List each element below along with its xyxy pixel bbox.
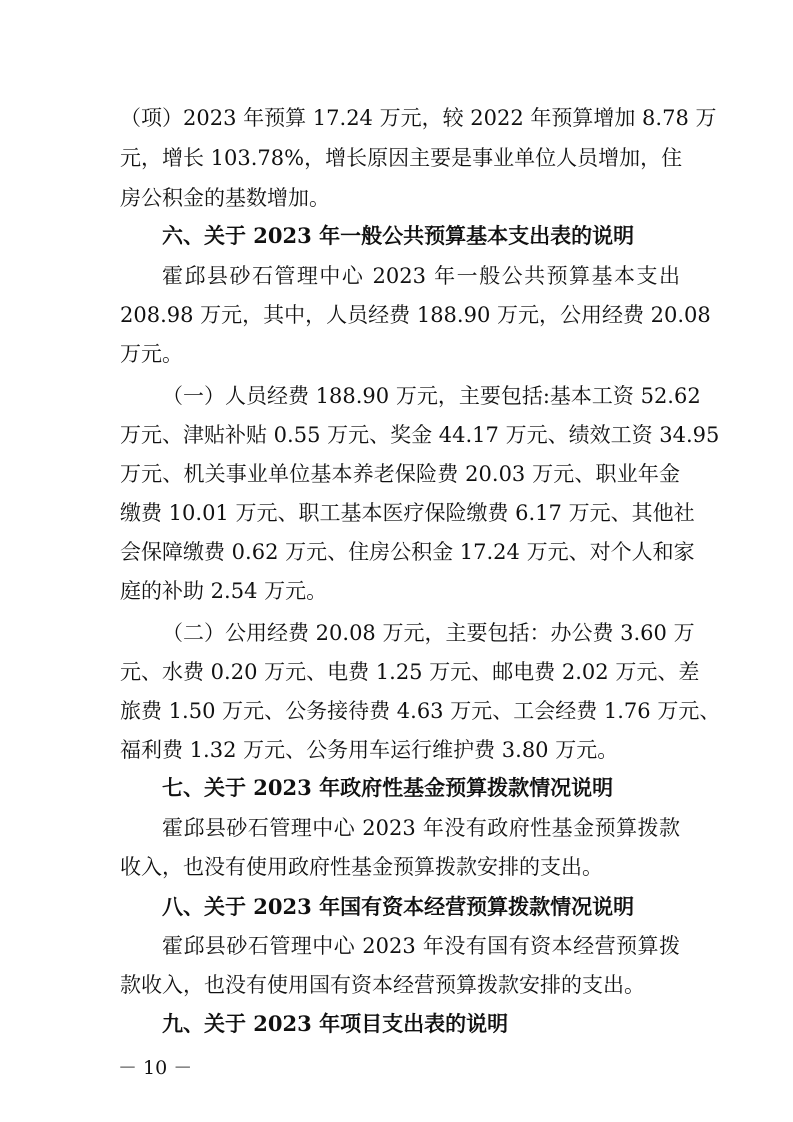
section-heading: 九、关于 2023 年项目支出表的说明 — [162, 1011, 509, 1036]
section-heading: 六、关于 2023 年一般公共预算基本支出表的说明 — [162, 223, 635, 248]
paragraph-line: 万元、津贴补贴 0.55 万元、奖金 44.17 万元、绩效工资 34.95 — [120, 423, 720, 447]
paragraph-line: 霍邱县砂石管理中心 2023 年没有国有资本经营预算拨 — [162, 934, 680, 958]
section-heading: 七、关于 2023 年政府性基金预算拨款情况说明 — [162, 775, 614, 800]
paragraph-line: 旅费 1.50 万元、公务接待费 4.63 万元、工会经费 1.76 万元、 — [120, 699, 721, 723]
paragraph-line: 缴费 10.01 万元、职工基本医疗保险缴费 6.17 万元、其他社 — [120, 501, 695, 525]
paragraph-line: 收入，也没有使用政府性基金预算拨款安排的支出。 — [120, 855, 603, 879]
paragraph-line: 会保障缴费 0.62 万元、住房公积金 17.24 万元、对个人和家 — [120, 540, 695, 564]
paragraph-line: （二）公用经费 20.08 万元，主要包括：办公费 3.60 万 — [162, 621, 695, 645]
paragraph-line: 庭的补助 2.54 万元。 — [120, 579, 328, 603]
paragraph-line: 霍邱县砂石管理中心 2023 年一般公共预算基本支出 — [162, 264, 680, 288]
paragraph-line: 房公积金的基数增加。 — [120, 186, 330, 210]
section-heading: 八、关于 2023 年国有资本经营预算拨款情况说明 — [162, 894, 635, 919]
paragraph-line: 元，增长 103.78%，增长原因主要是事业单位人员增加，住 — [120, 146, 683, 170]
paragraph-line: 万元。 — [120, 342, 183, 366]
paragraph-line: 款收入，也没有使用国有资本经营预算拨款安排的支出。 — [120, 973, 645, 997]
paragraph-line: 元、水费 0.20 万元、电费 1.25 万元、邮电费 2.02 万元、差 — [120, 660, 700, 684]
paragraph-line: 万元、机关事业单位基本养老保险费 20.03 万元、职业年金 — [120, 462, 680, 486]
paragraph-line: 福利费 1.32 万元、公务用车运行维护费 3.80 万元。 — [120, 738, 619, 762]
page-number: － 10 － — [118, 1057, 193, 1079]
paragraph-line: （项）2023 年预算 17.24 万元，较 2022 年预算增加 8.78 万 — [120, 106, 717, 130]
paragraph-line: 霍邱县砂石管理中心 2023 年没有政府性基金预算拨款 — [162, 816, 680, 840]
paragraph-line: （一）人员经费 188.90 万元，主要包括:基本工资 52.62 — [162, 384, 701, 408]
paragraph-line: 208.98 万元，其中，人员经费 188.90 万元，公用经费 20.08 — [120, 303, 711, 327]
